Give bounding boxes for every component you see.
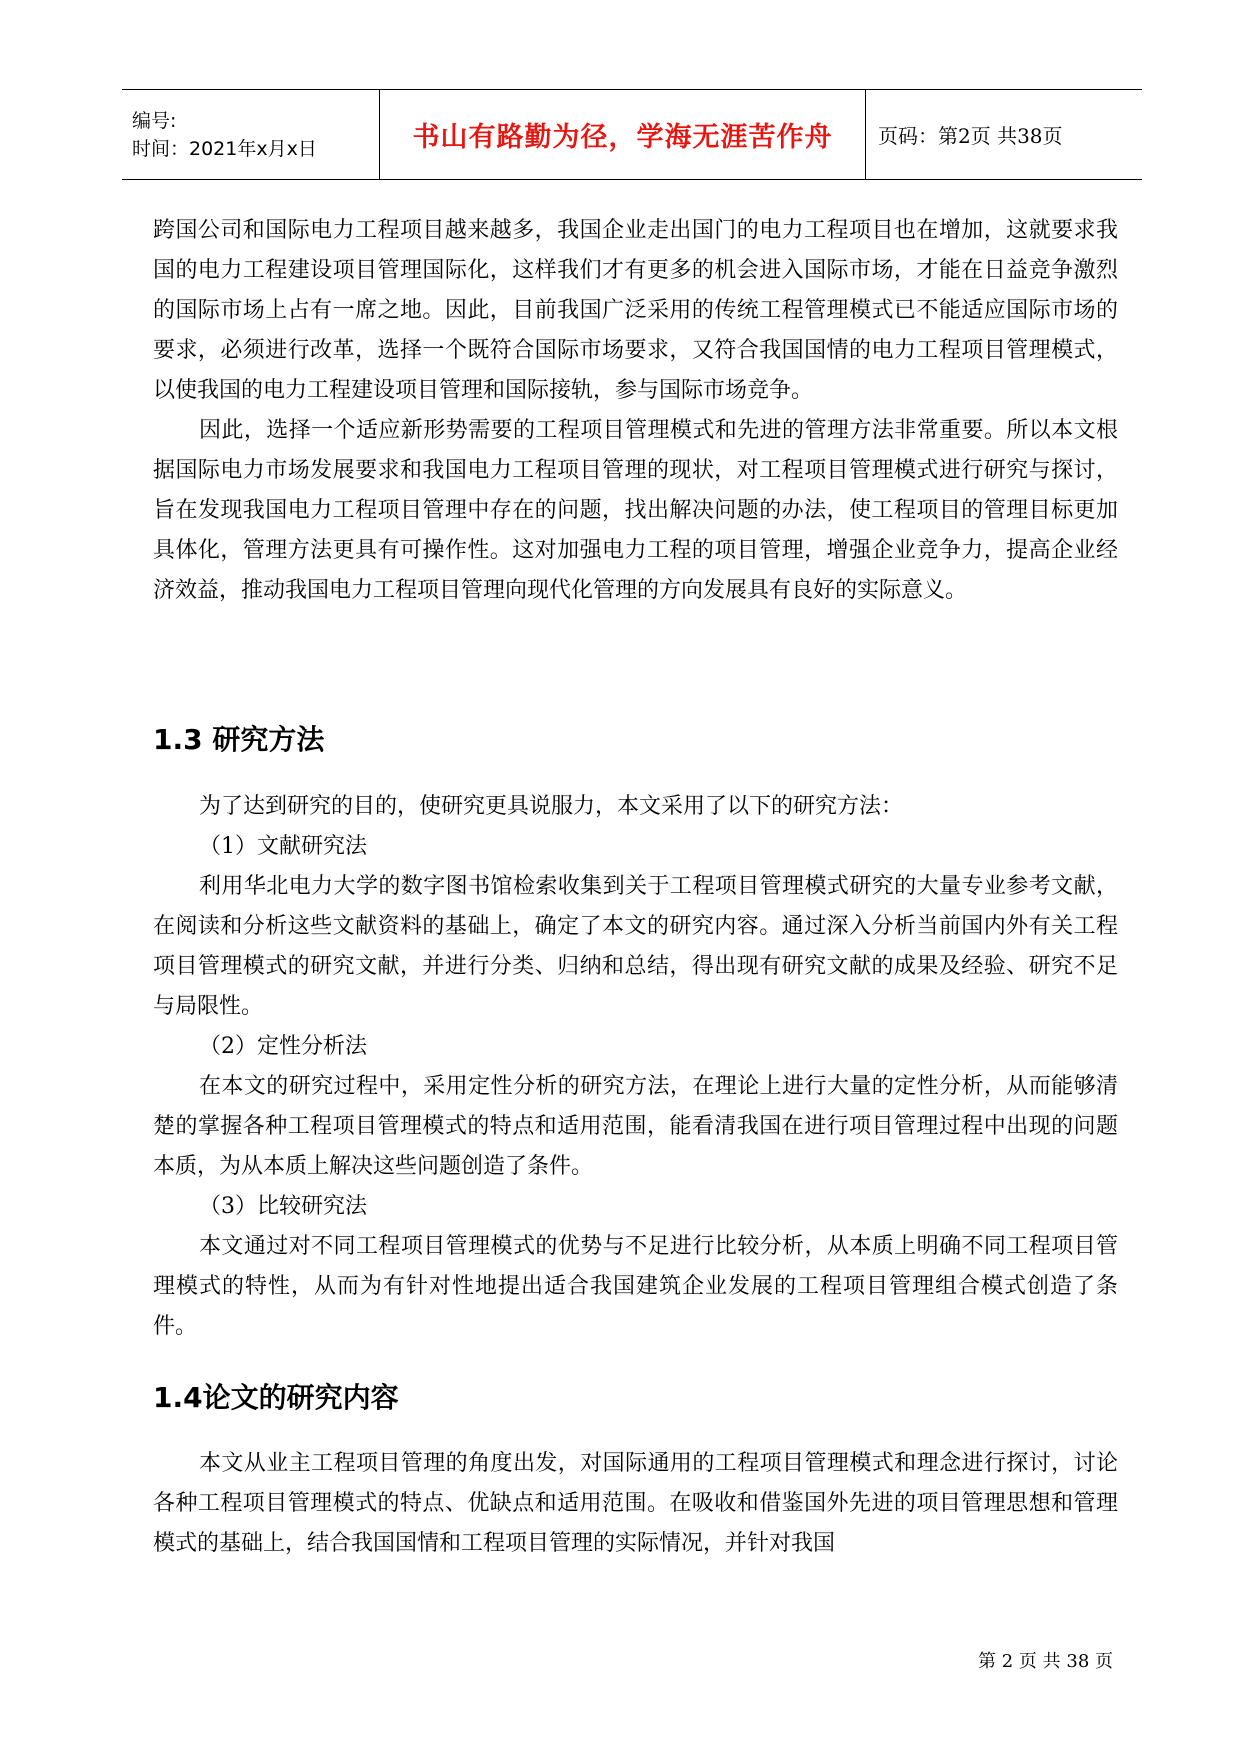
page-footer: 第 2 页 共 38 页 — [978, 1651, 1113, 1672]
paragraph: 为了达到研究的目的，使研究更具说服力，本文采用了以下的研究方法： — [199, 794, 904, 819]
method-title: （2）定性分析法 — [199, 1034, 367, 1059]
intro-text-block — [153, 211, 1118, 611]
header-meta — [122, 90, 380, 179]
header-motto: 书山有路勤为径，学海无涯苦作舟 — [380, 90, 866, 179]
paragraph: 因此，选择一个适应新形势需要的工程项目管理模式和先进的管理方法非常重要。所以本文根据国际电力市场发展要求和我国电力工程项目管理的现状，对工程项目管理模式进行研究与探讨，旨在发现我国电力工程项目管理中存在的问题，找出解决问题的办法，使工程项目的管理目标更加具体化，管理方法更具有可操作性。这对加强电力工程的项目管理，增强企业竞争力，提高企业经济效益，推动我国电力工程项目管理向现代化管理的方向发展具有良好的实际意义。 — [153, 418, 1118, 603]
section-heading-1-3: 1.3 研究方法 — [153, 723, 325, 756]
document-time-label: 时间：2021年x月x日 — [132, 137, 317, 160]
header-page-info: 页码：第2页 共38页 — [878, 124, 1063, 148]
paragraph: 跨国公司和国际电力工程项目越来越多，我国企业走出国门的电力工程项目也在增加，这就要求我国的电力工程建设项目管理国际化，这样我们才有更多的机会进入国际市场，才能在日益竞争激烈的国际市场上占有一席之地。因此，目前我国广泛采用的传统工程管理模式已不能适应国际市场的要求，必须进行改革，选择一个既符合国际市场要求，又符合我国国情的电力工程项目管理模式，以使我国的电力工程建设项目管理和国际接轨，参与国际市场竞争。 — [153, 218, 1118, 403]
section-1-4-body — [153, 1444, 1118, 1564]
paragraph: 利用华北电力大学的数字图书馆检索收集到关于工程项目管理模式研究的大量专业参考文献，在阅读和分析这些文献资料的基础上，确定了本文的研究内容。通过深入分析当前国内外有关工程项目管理模式的研究文献，并进行分类、归纳和总结，得出现有研究文献的成果及经验、研究不足与局限性。 — [153, 874, 1118, 1019]
page-header — [122, 89, 1142, 180]
paragraph: 在本文的研究过程中，采用定性分析的研究方法，在理论上进行大量的定性分析，从而能够清楚的掌握各种工程项目管理模式的特点和适用范围，能看清我国在进行项目管理过程中出现的问题本质，为从本质上解决这些问题创造了条件。 — [153, 1074, 1118, 1179]
method-title: （3）比较研究法 — [199, 1194, 367, 1219]
document-number-label: 编号: — [132, 109, 177, 132]
paragraph: 本文从业主工程项目管理的角度出发，对国际通用的工程项目管理模式和理念进行探讨，讨论各种工程项目管理模式的特点、优缺点和适用范围。在吸收和借鉴国外先进的项目管理思想和管理模式的基础上，结合我国国情和工程项目管理的实际情况，并针对我国 — [153, 1451, 1118, 1556]
section-heading-1-4: 1.4论文的研究内容 — [153, 1381, 399, 1414]
paragraph: 本文通过对不同工程项目管理模式的优势与不足进行比较分析，从本质上明确不同工程项目管理模式的特性，从而为有针对性地提出适合我国建筑企业发展的工程项目管理组合模式创造了条件。 — [153, 1234, 1118, 1339]
section-1-3-body — [153, 787, 1118, 1347]
method-title: （1）文献研究法 — [199, 834, 367, 859]
